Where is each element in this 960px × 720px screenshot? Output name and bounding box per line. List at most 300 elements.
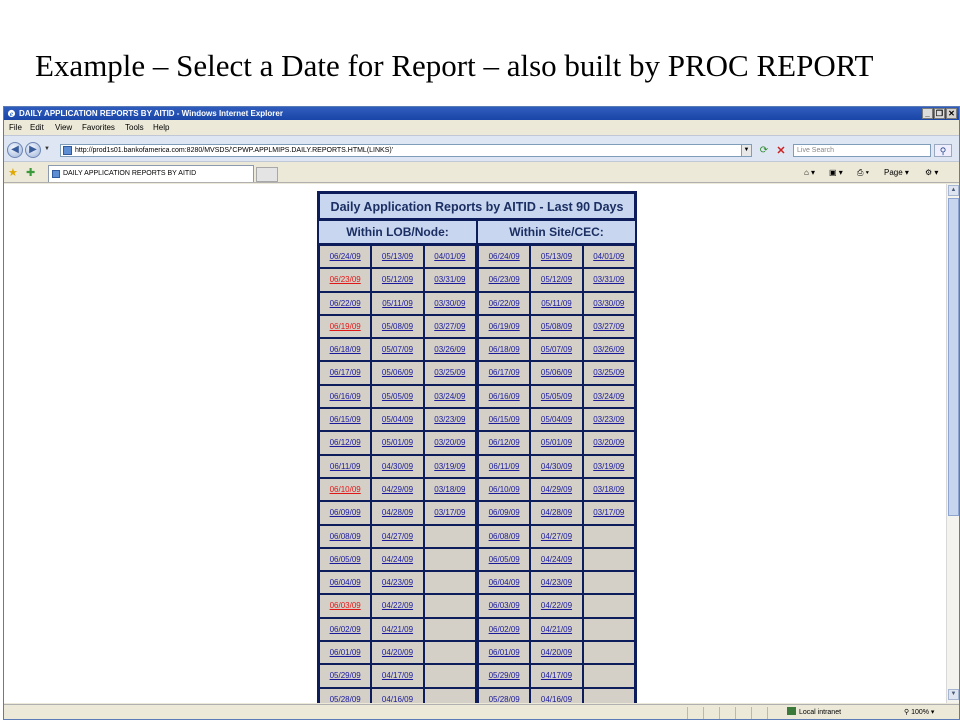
date-link[interactable]: 04/17/09 [381,671,414,681]
date-link[interactable]: 06/17/09 [329,368,361,378]
table-cell [584,502,634,523]
table-cell [584,409,634,430]
table-row [319,292,635,315]
date-link[interactable]: 06/08/09 [488,531,520,541]
table-cell [425,549,475,570]
table-cell [320,293,370,314]
date-link[interactable]: 05/01/09 [381,438,414,448]
date-link[interactable]: 06/10/09 [329,484,361,494]
table-cell [320,362,370,383]
date-link[interactable]: 04/29/09 [381,484,414,494]
refresh-icon[interactable]: ⟳ [759,145,769,156]
title-bar [4,107,959,120]
table-cell [320,386,370,407]
report-title: Daily Application Reports by AITID - Last 90 Days [319,193,635,219]
table-cell [372,432,422,453]
table-cell [320,269,370,290]
table-cell [372,689,422,703]
date-link[interactable]: 05/29/09 [329,671,361,681]
date-link[interactable]: 06/19/09 [488,321,520,331]
table-row [319,548,635,571]
table-cell [425,595,475,616]
table-cell [584,339,634,360]
date-link[interactable]: 03/24/09 [593,391,625,401]
date-link[interactable]: 03/26/09 [434,345,466,355]
date-link[interactable]: 04/17/09 [540,671,573,681]
date-link[interactable]: 05/12/09 [381,275,414,285]
table-cell [425,456,475,477]
table-cell [479,293,529,314]
date-link[interactable]: 04/21/09 [381,624,414,634]
date-link[interactable]: 05/08/09 [540,321,573,331]
date-link[interactable]: 06/11/09 [488,461,520,471]
table-row [319,338,635,361]
table-cell [531,339,581,360]
table-cell [425,432,475,453]
tab-title: DAILY APPLICATION REPORTS BY AITID [63,170,197,177]
status-segment [735,707,749,719]
date-link[interactable]: 04/22/09 [381,601,414,611]
table-cell [372,386,422,407]
table-cell [479,269,529,290]
window-title: DAILY APPLICATION REPORTS BY AITID - Windows Internet Explorer [19,109,283,118]
date-link[interactable]: 06/03/09 [488,601,520,611]
status-segment [751,707,765,719]
date-link[interactable]: 04/28/09 [381,508,414,518]
date-link[interactable]: 06/10/09 [488,484,520,494]
table-cell [531,316,581,337]
table-cell [531,642,581,663]
table-cell [372,619,422,640]
address-bar [4,135,959,162]
table-cell [584,456,634,477]
table-cell [531,572,581,593]
table-cell [584,293,634,314]
table-cell [584,642,634,663]
date-link[interactable]: 04/23/09 [540,578,573,588]
date-link[interactable]: 05/11/09 [382,298,413,308]
date-link[interactable]: 04/20/09 [540,648,573,658]
zone-label: Local intranet [799,709,842,716]
print-icon[interactable]: ⎙ ▾ [857,168,869,177]
table-cell [479,526,529,547]
history-dropdown-icon[interactable]: ▼ [44,146,50,152]
browser-window [3,106,960,720]
table-cell [479,689,529,703]
table-cell [479,502,529,523]
date-link[interactable]: 06/23/09 [329,275,361,285]
page-icon [63,146,72,155]
table-cell [320,665,370,686]
date-link[interactable]: 05/08/09 [381,321,414,331]
table-cell [531,409,581,430]
table-cell [531,665,581,686]
date-link[interactable]: 05/13/09 [381,252,414,261]
report-header-row [319,221,635,243]
date-link[interactable]: 03/31/09 [434,275,466,285]
table-row [319,525,635,548]
table-row [319,431,635,454]
table-cell [479,595,529,616]
table-cell [372,526,422,547]
date-link[interactable]: 04/16/09 [540,694,573,703]
table-cell [320,339,370,360]
date-link[interactable]: 05/28/09 [329,694,361,703]
menu-favorites[interactable]: Favorites [82,123,115,132]
page-menu[interactable]: Page ▾ [884,168,909,177]
table-cell [372,502,422,523]
ie-logo-icon [7,109,16,118]
stop-icon[interactable]: ✕ [776,145,786,157]
date-link[interactable]: 06/12/09 [329,438,361,448]
table-cell [320,619,370,640]
table-cell [479,456,529,477]
report-rows [319,245,635,703]
table-cell [320,642,370,663]
table-cell [320,479,370,500]
date-link[interactable]: 05/04/09 [540,415,573,425]
table-cell [320,409,370,430]
table-cell [531,526,581,547]
date-link[interactable]: 06/18/09 [329,345,361,355]
table-cell [584,269,634,290]
date-link[interactable]: 06/05/09 [488,554,520,564]
table-cell [425,362,475,383]
table-cell [320,595,370,616]
svg-text:e: e [9,110,14,118]
date-link[interactable]: 06/24/09 [329,252,361,261]
scroll-down-icon[interactable]: ▼ [948,689,959,700]
date-link[interactable]: 03/30/09 [434,298,466,308]
table-cell [531,246,581,267]
table-cell [479,246,529,267]
date-link[interactable]: 06/02/09 [488,624,520,634]
date-link[interactable]: 06/03/09 [329,601,361,611]
add-favorite-icon[interactable]: ✚ [26,167,36,179]
table-cell [531,595,581,616]
header-site-cec: Within Site/CEC: [478,221,635,243]
date-link[interactable]: 03/20/09 [434,438,466,448]
table-cell [479,339,529,360]
date-link[interactable]: 06/11/09 [329,461,361,471]
date-link[interactable]: 03/19/09 [434,461,466,471]
table-row [319,245,635,268]
date-link[interactable]: 04/30/09 [540,461,573,471]
feeds-icon[interactable]: ▣ ▾ [829,168,843,177]
page-menu-label: Page [884,168,903,177]
table-row [319,315,635,338]
table-cell [320,572,370,593]
table-cell [479,619,529,640]
table-row [319,455,635,478]
new-tab-button[interactable] [256,167,278,182]
table-cell [584,432,634,453]
date-link[interactable]: 05/13/09 [540,252,573,261]
table-cell [531,456,581,477]
menu-view[interactable]: View [55,123,73,132]
favorites-star-icon[interactable]: ★ [8,167,18,179]
date-link[interactable]: 04/23/09 [381,578,414,588]
table-cell [372,246,422,267]
table-cell [531,386,581,407]
table-cell [531,293,581,314]
menu-edit[interactable]: Edit [30,123,44,132]
table-cell [479,572,529,593]
date-link[interactable]: 04/01/09 [434,252,466,261]
date-link[interactable]: 04/22/09 [540,601,573,611]
status-segment [719,707,733,719]
date-link[interactable]: 05/29/09 [488,671,520,681]
date-link[interactable]: 06/16/09 [488,391,520,401]
forward-arrow-icon[interactable]: ▶ [25,142,41,158]
date-link[interactable]: 05/01/09 [540,438,573,448]
table-cell [479,386,529,407]
table-cell [479,409,529,430]
table-cell [372,293,422,314]
date-link[interactable]: 06/12/09 [488,438,520,448]
table-cell [425,269,475,290]
date-link[interactable]: 04/30/09 [381,461,414,471]
date-link[interactable]: 05/07/09 [540,345,573,355]
date-link[interactable]: 03/19/09 [593,461,625,471]
table-row [319,594,635,617]
address-url: http://prod1s01.bankofamerica.com:8280/MVSDS/'CPWP.APPLMIPS.DAILY.REPORTS.HTML(LINKS)' [75,147,394,154]
table-row [319,478,635,501]
date-link[interactable]: 06/22/09 [488,298,520,308]
table-cell [372,339,422,360]
address-dropdown-icon[interactable]: ▼ [741,144,752,157]
table-cell [584,689,634,703]
table-cell [425,689,475,703]
table-row [319,688,635,703]
date-link[interactable]: 03/18/09 [434,484,466,494]
table-cell [584,595,634,616]
status-segment [703,707,717,719]
scroll-thumb[interactable] [948,198,959,516]
date-link[interactable]: 06/24/09 [488,252,520,261]
table-cell [531,362,581,383]
table-cell [320,456,370,477]
date-link[interactable]: 06/18/09 [488,345,520,355]
date-link[interactable]: 06/09/09 [329,508,361,518]
date-link[interactable]: 04/01/09 [593,252,625,261]
date-link[interactable]: 03/30/09 [593,298,625,308]
table-cell [425,642,475,663]
table-cell [425,316,475,337]
table-cell [372,409,422,430]
date-link[interactable]: 05/06/09 [540,368,573,378]
tools-menu-icon[interactable]: ⚙ ▾ [925,168,939,177]
table-row [319,501,635,524]
intranet-icon [787,707,796,715]
table-cell [372,362,422,383]
date-link[interactable]: 03/27/09 [434,321,466,331]
date-link[interactable]: 04/20/09 [381,648,414,658]
table-cell [425,293,475,314]
scroll-up-icon[interactable]: ▲ [948,185,959,196]
table-cell [584,526,634,547]
table-cell [584,619,634,640]
date-link[interactable]: 04/28/09 [540,508,573,518]
date-link[interactable]: 05/28/09 [488,694,520,703]
table-cell [531,619,581,640]
table-cell [479,316,529,337]
date-link[interactable]: 05/04/09 [381,415,414,425]
table-cell [425,479,475,500]
date-link[interactable]: 04/21/09 [540,624,573,634]
menu-tools[interactable]: Tools [125,123,144,132]
back-arrow-icon[interactable]: ◀ [7,142,23,158]
date-link[interactable]: 05/06/09 [381,368,414,378]
date-link[interactable]: 06/17/09 [488,368,520,378]
page-content [4,184,946,703]
date-link[interactable]: 04/27/09 [381,531,414,541]
search-input[interactable]: Live Search [793,144,931,157]
date-link[interactable]: 03/25/09 [434,368,466,378]
security-zone [787,705,841,720]
table-cell [531,269,581,290]
date-link[interactable]: 03/23/09 [434,415,466,425]
table-row [319,408,635,431]
date-link[interactable]: 04/24/09 [540,554,573,564]
table-cell [425,386,475,407]
table-row [319,268,635,291]
date-link[interactable]: 06/09/09 [488,508,520,518]
slide-title: Example – Select a Date for Report – also built by PROC REPORT [35,48,874,83]
date-link[interactable]: 04/29/09 [540,484,573,494]
table-cell [425,409,475,430]
minimize-button[interactable]: _ [922,108,933,119]
table-cell [320,526,370,547]
table-cell [584,246,634,267]
status-segment [767,707,781,719]
date-link[interactable]: 06/19/09 [329,321,361,331]
table-cell [584,665,634,686]
home-icon[interactable]: ⌂ ▾ [804,168,816,177]
table-row [319,664,635,687]
date-link[interactable]: 03/18/09 [593,484,625,494]
table-cell [425,246,475,267]
date-link[interactable]: 06/08/09 [329,531,361,541]
table-cell [425,339,475,360]
date-link[interactable]: 05/07/09 [381,345,414,355]
table-cell [479,665,529,686]
table-cell [372,456,422,477]
date-link[interactable]: 03/26/09 [593,345,625,355]
date-link[interactable]: 06/01/09 [488,648,520,658]
table-cell [320,502,370,523]
table-cell [372,595,422,616]
search-icon[interactable]: ⚲ [934,144,952,157]
table-cell [372,665,422,686]
date-link[interactable]: 03/25/09 [593,368,625,378]
table-row [319,361,635,384]
table-cell [584,572,634,593]
date-link[interactable]: 06/23/09 [488,275,520,285]
tab-page-icon [52,170,60,178]
table-cell [320,689,370,703]
table-cell [531,689,581,703]
table-cell [479,432,529,453]
table-cell [372,479,422,500]
date-link[interactable]: 05/05/09 [540,391,573,401]
date-link[interactable]: 04/27/09 [540,531,573,541]
table-cell [372,269,422,290]
table-cell [372,642,422,663]
date-link[interactable]: 04/24/09 [381,554,414,564]
date-link[interactable]: 03/27/09 [593,321,625,331]
menu-file[interactable]: File [9,123,22,132]
date-link[interactable]: 03/31/09 [593,275,625,285]
table-row [319,641,635,664]
menu-help[interactable]: Help [153,123,170,132]
date-link[interactable]: 03/17/09 [593,508,625,518]
table-cell [320,549,370,570]
table-cell [531,502,581,523]
date-link[interactable]: 04/16/09 [381,694,414,703]
table-cell [320,432,370,453]
date-link[interactable]: 06/15/09 [329,415,361,425]
vertical-scrollbar[interactable] [946,184,959,703]
date-link[interactable]: 05/11/09 [541,298,572,308]
table-cell [425,502,475,523]
table-cell [479,362,529,383]
close-button[interactable]: ✕ [946,108,957,119]
date-link[interactable]: 06/16/09 [329,391,361,401]
date-link[interactable]: 03/23/09 [593,415,625,425]
tab-bar [4,163,959,183]
address-input[interactable] [60,144,752,157]
maximize-button[interactable]: ❐ [935,109,944,118]
date-link[interactable]: 03/20/09 [593,438,625,448]
date-link[interactable]: 06/02/09 [329,624,361,634]
date-link[interactable]: 06/15/09 [488,415,520,425]
date-link[interactable]: 03/24/09 [434,391,466,401]
date-link[interactable]: 06/22/09 [329,298,361,308]
table-cell [584,479,634,500]
table-cell [372,572,422,593]
table-cell [584,386,634,407]
table-cell [531,549,581,570]
date-link[interactable]: 05/05/09 [381,391,414,401]
table-cell [372,549,422,570]
status-bar [4,704,959,720]
table-cell [425,665,475,686]
tab-active[interactable] [48,165,254,182]
table-cell [531,479,581,500]
date-link[interactable]: 06/04/09 [488,578,520,588]
date-link[interactable]: 06/05/09 [329,554,361,564]
table-row [319,385,635,408]
zoom-level[interactable]: ⚲ 100% ▾ [904,709,935,716]
date-link[interactable]: 06/04/09 [329,578,361,588]
table-cell [425,619,475,640]
table-row [319,571,635,594]
table-cell [425,572,475,593]
zoom-value: 100% [911,709,929,716]
table-cell [479,642,529,663]
table-cell [372,316,422,337]
date-link[interactable]: 03/17/09 [434,508,466,518]
table-cell [584,316,634,337]
table-cell [320,316,370,337]
date-link[interactable]: 05/12/09 [540,275,573,285]
date-link[interactable]: 06/01/09 [329,648,361,658]
table-cell [479,479,529,500]
table-cell [320,246,370,267]
table-cell [425,526,475,547]
table-cell [584,549,634,570]
